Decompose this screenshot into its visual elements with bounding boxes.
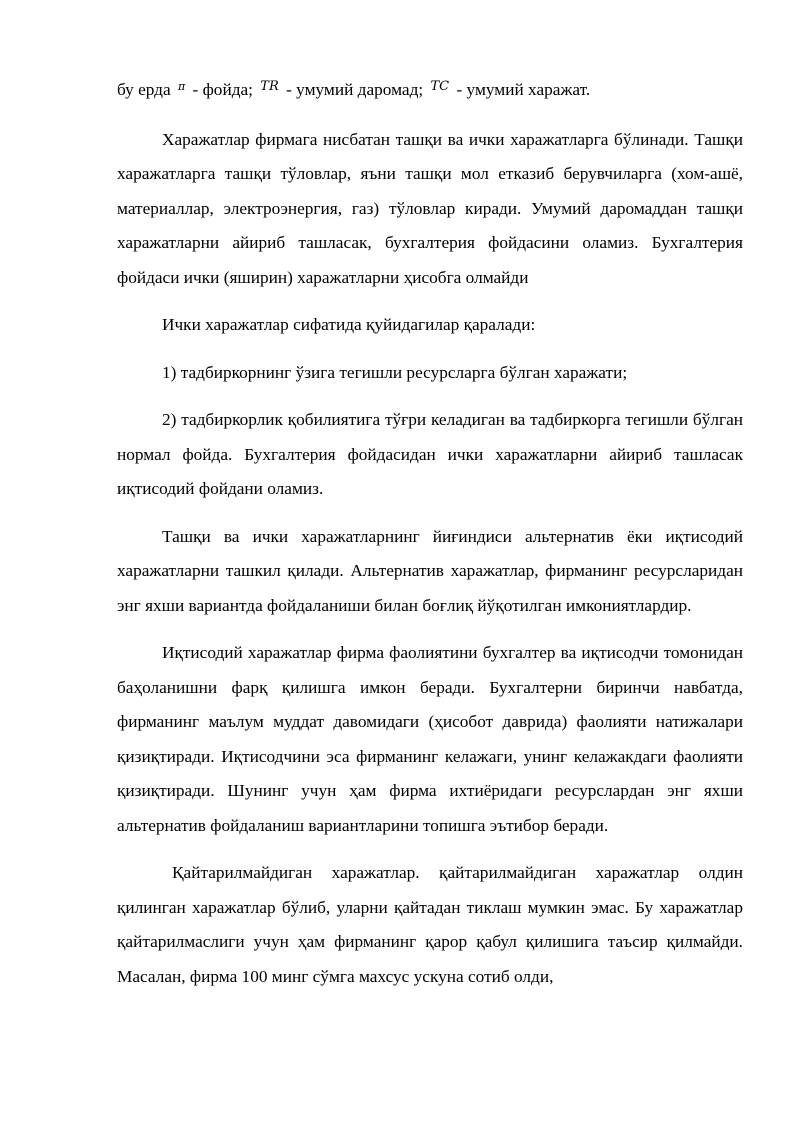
pi-symbol: π <box>177 80 186 93</box>
paragraph-internal-costs-intro: Ички харажатлар сифатида қуйидагилар қаралади: <box>162 315 536 334</box>
document-page <box>117 73 743 994</box>
legend-profit: - фойда; <box>192 80 253 99</box>
tc-symbol: TC <box>430 79 450 94</box>
formula-legend-line <box>117 73 743 110</box>
paragraph-sunk-costs: Қайтарилмайдиган харажатлар. қайтарилмайдиган харажатлар олдин қилинган харажатлар бўлиб, уларни қайтадан тиклаш мумкин эмас. Бу харажатлар қайтарилмаслиги учун ҳам фирманинг қарор қабул қилишига таъсир қилмайди. Масалан, фирма 100 минг сўмга махсус ускуна сотиб олди, <box>117 863 743 986</box>
legend-cost: - умумий харажат. <box>456 80 591 99</box>
list-item-2: 2) тадбиркорлик қобилиятига тўғри келадиган ва тадбиркорга тегишли бўлган нормал фойда. Бухгалтерия фойдасидан ички харажатларни айириб ташласак иқтисодий фойдани оламиз. <box>117 410 743 498</box>
tr-symbol: TR <box>260 79 279 94</box>
legend-prefix: бу ерда <box>117 80 171 99</box>
paragraph-economic-costs: Иқтисодий харажатлар фирма фаолиятини бухгалтер ва иқтисодчи томонидан баҳоланишни фарқ қилишга имкон беради. Бухгалтерни биринчи навбатда, фирманинг маълум муддат давомидаги (ҳисобот даврида) фаолияти натижалари қизиқтиради. Иқтисодчини эса фирманинг келажаги, унинг келажакдаги фаолияти қизиқтиради. Шунинг учун ҳам фирма ихтиёридаги ресурслардан энг яхши альтернатив фойдаланиш вариантларини топишга эътибор беради. <box>117 643 743 835</box>
paragraph-alternative-costs: Ташқи ва ички харажатларнинг йиғиндиси альтернатив ёки иқтисодий харажатларни ташкил қилади. Альтернатив харажатлар, фирманинг ресурсларидан энг яхши вариантда фойдаланиши билан боғлиқ йўқотилган имкониятлардир. <box>117 526 743 615</box>
legend-revenue: - умумий даромад; <box>286 80 424 99</box>
list-item-1: 1) тадбиркорнинг ўзига тегишли ресурсларга бўлган харажати; <box>162 362 628 382</box>
paragraph-external-internal-costs: Харажатлар фирмага нисбатан ташқи ва ички харажатларга бўлинади. Ташқи харажатларга ташқи тўловлар, яъни ташқи мол етказиб берувчиларга (хом-ашё, материаллар, электроэнергия, газ) тўловлар киради. Умумий даромаддан ташқи харажатларни айириб ташласак, бухгалтерия фойдасини оламиз. Бухгалтерия фойдаси ички (яширин) харажатларни ҳисобга олмайди <box>117 129 743 287</box>
